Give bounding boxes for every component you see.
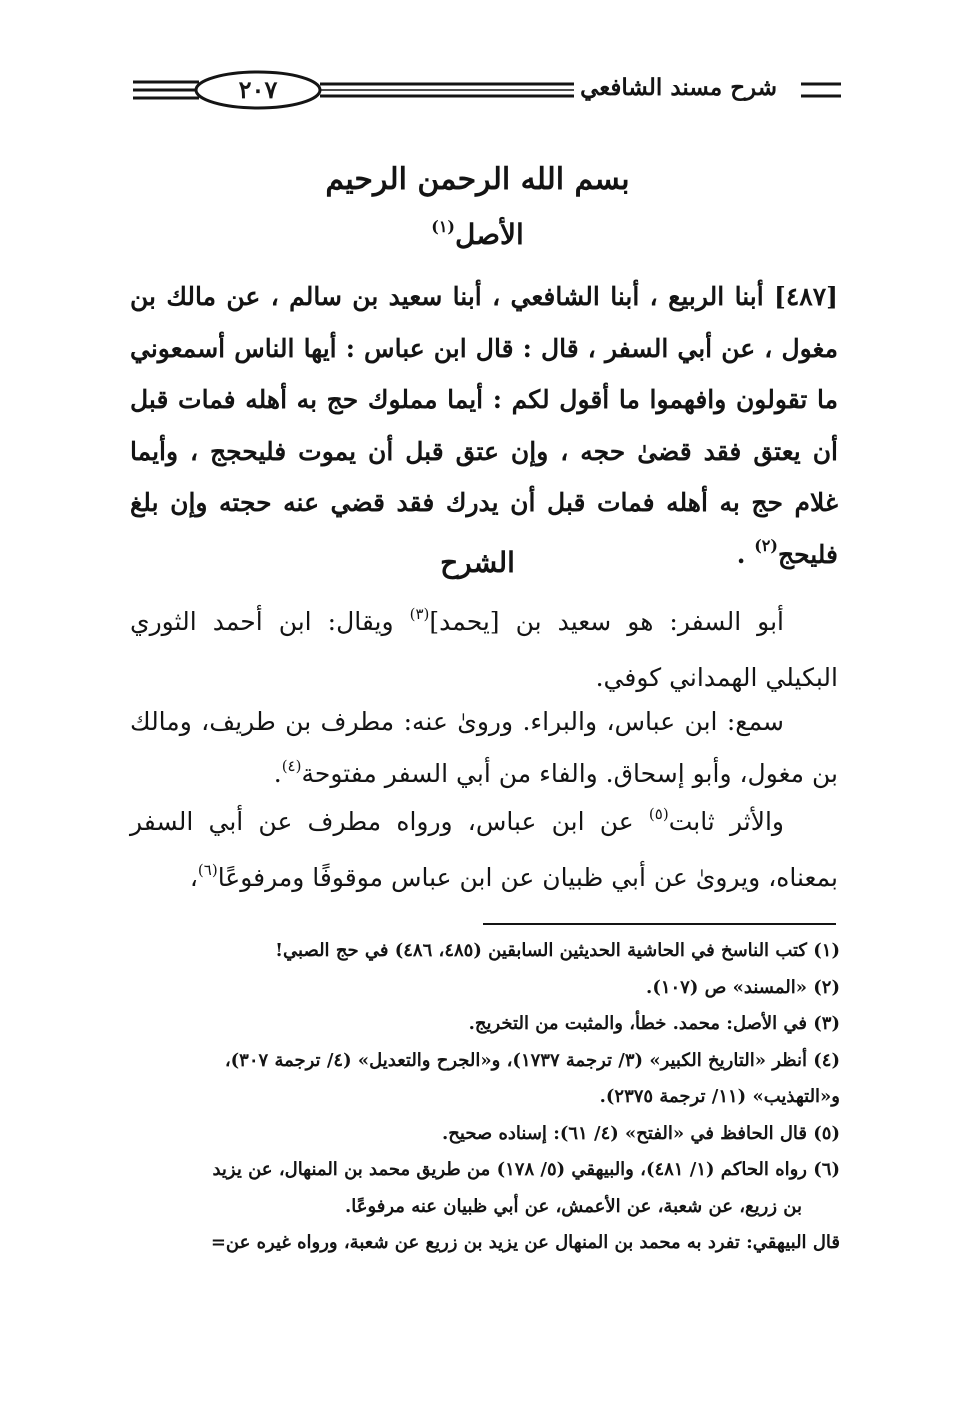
basmala: بسم الله الرحمن الرحيم: [325, 162, 630, 197]
footnote-separator: [483, 923, 836, 925]
book-title: شرح مسند الشافعي: [574, 74, 783, 101]
footnote-5: (٥) قال الحافظ في «الفتح» (٤/ ٦١): إسناده صحيح.: [442, 1122, 840, 1144]
footnote-4-continued: و«التهذيب» (١١/ ترجمة ٢٣٧٥).: [599, 1086, 840, 1107]
footnote-ref: (٢): [754, 535, 778, 555]
running-header: [133, 60, 841, 120]
asl-text: [130, 271, 838, 583]
sharh-text: .: [273, 758, 282, 788]
sharh-text: عن ابن عباس، ورواه مطرف عن أبي السفر بمعناه، ويروىٰ عن أبي ظبيان عن ابن عباس موقوفًا ومرفوعًا: [130, 807, 838, 892]
sharh-text: أبو السفر: هو سعيد بن [يحمد]: [429, 607, 784, 636]
footnote-1: (١) كتب الناسخ في الحاشية الحديثين السابقين (٤٨٥، ٤٨٦) في حج الصبي!: [275, 940, 840, 961]
footnote-6: (٦) رواه الحاكم (١/ ٤٨١)، والبيهقي (٥/ ١٧٨) من طريق محمد بن المنهال، عن يزيد: [212, 1159, 840, 1180]
footnote-ref: (٦): [197, 860, 218, 879]
sharh-paragraph: [130, 796, 838, 907]
page-number: ٢٠٧: [238, 75, 278, 104]
footnote-3: (٣) في الأصل: محمد. خطأ، والمثبت من التخريج.: [468, 1013, 840, 1034]
footnote-ref: (١): [431, 217, 455, 236]
footnote-6-note: قال البيهقي: تفرد به محمد بن المنهال عن يزيد بن زريع عن شعبة، ورواه غيره عن=: [210, 1232, 840, 1253]
footnote-ref: (٣): [409, 605, 430, 623]
footnote-ref: (٥): [648, 805, 669, 823]
footnote-6-continued: بن زريع، عن شعبة، عن الأعمش، عن أبي ظبيان عنه مرفوعًا.: [344, 1195, 802, 1217]
footnote-2: (٢) «المسند» ص (١٠٧).: [646, 976, 840, 998]
asl-text-end: .: [736, 539, 755, 569]
footnote-ref: (٤): [281, 756, 302, 775]
sharh-text: ،: [189, 862, 198, 892]
sharh-text: ويقال: ابن أحمد الثوري البكيلي الهمداني كوفي.: [130, 607, 838, 692]
sharh-text: والأثر ثابت: [668, 807, 784, 836]
asl-text-body: [٤٨٧] أبنا الربيع ، أبنا الشافعي ، أبنا سعيد بن سالم ، عن مالك بن مغول ، عن أبي السفر ، قال : قال ابن عباس : أيها الناس أسمعوني ما تقولون وافهموا ما أقول لكم : أيما مملوك حج به أهله فمات قبل أن يعتق فقد قضىٰ حجه ، وإن عتق قبل أن يموت فليحجج ، وأيما غلام حج به أهله فمات قبل أن يدرك فقد قضي عنه حجته وإن بلغ فليحج: [130, 282, 838, 569]
sharh-heading: الشرح: [440, 546, 515, 579]
footnote-4: (٤) أنظر «التاريخ الكبير» (٣/ ترجمة ١٧٣٧)، و«الجرح والتعديل» (٤/ ترجمة ٣٠٧)،: [224, 1049, 840, 1071]
sharh-paragraph: [130, 696, 838, 803]
sharh-text: سمع: ابن عباس، والبراء. وروىٰ عنه: مطرف بن طريف، ومالك بن مغول، وأبو إسحاق. والفاء من أبي السفر مفتوحة: [130, 707, 838, 788]
asl-heading: [0, 218, 955, 251]
footnotes: [120, 933, 840, 1262]
asl-heading-text: الأصل: [455, 218, 524, 251]
sharh-paragraph: [130, 596, 838, 703]
